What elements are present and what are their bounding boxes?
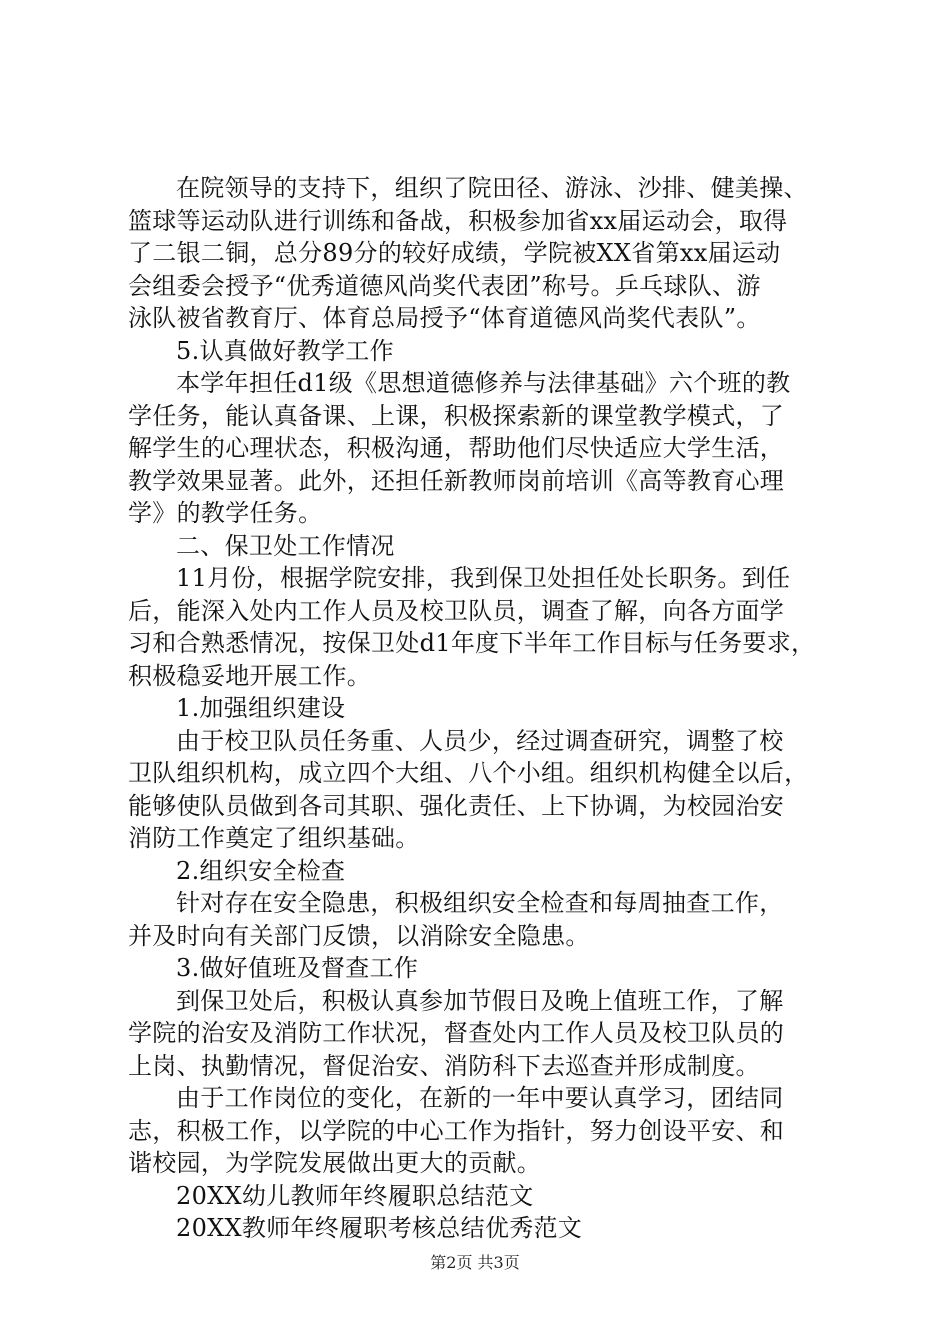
text-line: 了二银二铜，总分89分的较好成绩，学院被XX省第xx届运动 <box>128 239 781 267</box>
text-line: 泳队被省教育厅、体育总局授予“体育道德风尚奖代表队”。 <box>128 304 761 332</box>
text-line: 到保卫处后，积极认真参加节假日及晚上值班工作，了解 <box>176 986 784 1015</box>
text-line: 篮球等运动队进行训练和备战，积极参加省xx届运动会，取得 <box>128 206 788 235</box>
text-line: 5.认真做好教学工作 <box>176 336 394 365</box>
text-line: 学》的教学任务。 <box>128 499 323 527</box>
text-line: 20XX教师年终履职考核总结优秀范文 <box>176 1214 583 1242</box>
text-line: 学院的治安及消防工作状况，督查处内工作人员及校卫队员的 <box>128 1019 785 1047</box>
text-line: 解学生的心理状态，积极沟通，帮助他们尽快适应大学生活， <box>128 434 785 462</box>
text-line: 教学效果显著。此外，还担任新教师岗前培训《高等教育心理 <box>128 466 785 495</box>
text-line: 二、保卫处工作情况 <box>176 531 395 560</box>
text-line: 20XX幼儿教师年终履职总结范文 <box>176 1181 534 1210</box>
text-line: 卫队组织机构，成立四个大组、八个小组。组织机构健全以后， <box>128 759 809 787</box>
text-line: 2.组织安全检查 <box>176 856 346 885</box>
page-footer: 第2页 共3页 <box>430 1253 520 1272</box>
text-line: 针对存在安全隐患，积极组织安全检查和每周抽查工作， <box>176 889 784 917</box>
text-line: 本学年担任d1级《思想道德修养与法律基础》六个班的教 <box>176 369 791 397</box>
text-line: 学任务，能认真备课、上课，积极探索新的课堂教学模式，了 <box>128 401 785 430</box>
document-body <box>128 172 828 1245</box>
text-line: 会组委会授予“优秀道德风尚奖代表团”称号。乒乓球队、游 <box>128 271 761 300</box>
text-line: 上岗、执勤情况，督促治安、消防科下去巡查并形成制度。 <box>128 1051 760 1080</box>
text-line: 由于校卫队员任务重、人员少，经过调查研究，调整了校 <box>176 726 784 755</box>
text-line: 谐校园，为学院发展做出更大的贡献。 <box>128 1149 542 1177</box>
text-line: 在院领导的支持下，组织了院田径、游泳、沙排、健美操、 <box>176 174 808 202</box>
text-line: 1.加强组织建设 <box>176 694 346 722</box>
text-line: 后，能深入处内工作人员及校卫队员，调查了解，向各方面学 <box>128 596 785 625</box>
text-line: 由于工作岗位的变化，在新的一年中要认真学习，团结同 <box>176 1084 784 1112</box>
text-line: 3.做好值班及督查工作 <box>176 954 419 982</box>
text-line: 消防工作奠定了组织基础。 <box>128 824 420 852</box>
text-line: 能够使队员做到各司其职、强化责任、上下协调，为校园治安 <box>128 791 785 820</box>
text-line: 并及时向有关部门反馈，以消除安全隐患。 <box>128 921 590 950</box>
text-line: 11月份，根据学院安排，我到保卫处担任处长职务。到任 <box>176 564 791 592</box>
text-line: 积极稳妥地开展工作。 <box>128 661 371 690</box>
text-line: 习和合熟悉情况，按保卫处d1年度下半年工作目标与任务要求， <box>128 629 816 657</box>
text-line: 志，积极工作，以学院的中心工作为指针，努力创设平安、和 <box>128 1116 785 1145</box>
